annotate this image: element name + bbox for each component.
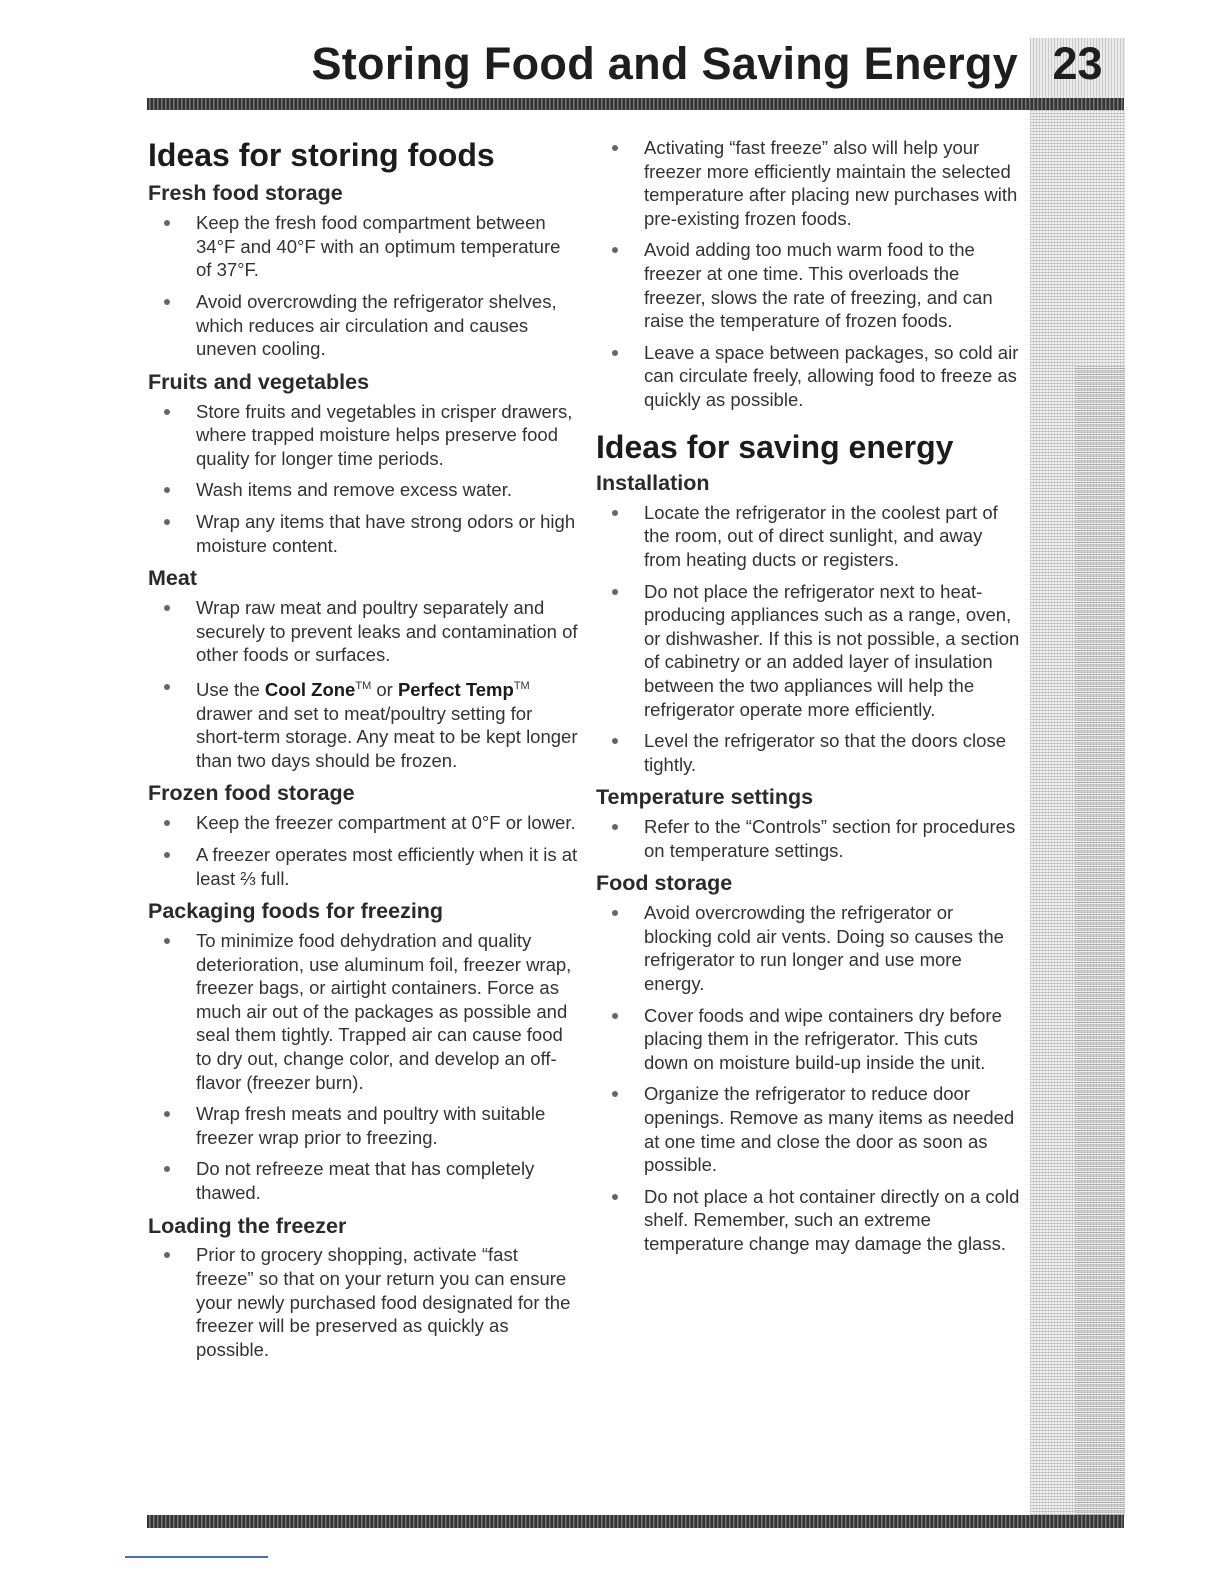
side-decor-band <box>1030 110 1125 1515</box>
page-title: Storing Food and Saving Energy <box>311 38 1018 89</box>
food-storage-list <box>596 901 1024 1255</box>
bullet-icon <box>164 852 170 858</box>
bullet-icon <box>612 1194 618 1200</box>
list-item <box>148 478 578 502</box>
bullet-icon <box>612 824 618 830</box>
list-item <box>596 580 1024 722</box>
list-item <box>148 1102 578 1149</box>
list-item-text: Level the refrigerator so that the doors close tightly. <box>644 730 1006 775</box>
list-item <box>596 901 1024 995</box>
bullet-icon <box>164 220 170 226</box>
list-item <box>148 211 578 282</box>
right-column <box>596 136 1024 1264</box>
fresh-food-list <box>148 211 578 361</box>
bullet-icon <box>612 589 618 595</box>
frozen-food-storage-title: Frozen food storage <box>148 781 355 806</box>
list-item-text: Wrap raw meat and poultry separately and securely to prevent leaks and contamination of other foods or surfaces. <box>196 597 578 666</box>
list-item <box>148 1157 578 1204</box>
bullet-icon <box>612 910 618 916</box>
list-item <box>596 341 1024 412</box>
packaging-foods-title: Packaging foods for freezing <box>148 899 444 924</box>
list-item-text: Wrap any items that have strong odors or high moisture content. <box>196 511 576 556</box>
perfect-temp-label: Perfect Temp <box>397 679 514 701</box>
list-item-text: Leave a space between packages, so cold air can circulate freely, allowing food to freeze as quickly as possible. <box>644 341 1019 410</box>
packaging-list <box>148 929 578 1205</box>
list-item <box>596 501 1024 572</box>
frozen-list <box>148 811 578 890</box>
left-column <box>148 136 578 1369</box>
bullet-icon <box>164 820 170 826</box>
bullet-icon <box>612 1013 618 1019</box>
list-item-text: Avoid overcrowding the refrigerator or blocking cold air vents. Doing so causes the refrigerator to run longer and use more energy. <box>644 902 1004 995</box>
installation-title: Installation <box>596 470 710 495</box>
loading-continued-list <box>596 136 1024 412</box>
fruits-list <box>148 400 578 558</box>
text-run: Use the <box>196 679 265 701</box>
saving-energy-heading: Ideas for saving energy <box>596 428 954 465</box>
list-item <box>596 1082 1024 1176</box>
top-rule <box>147 98 1124 110</box>
temperature-settings-title: Temperature settings <box>596 785 814 810</box>
list-item-text: Refer to the “Controls” section for procedures on temperature settings. <box>644 816 1016 861</box>
list-item <box>596 1185 1024 1256</box>
list-item-text: Keep the freezer compartment at 0°F or lower. <box>196 812 576 834</box>
trademark-mark: TM <box>513 679 530 692</box>
bullet-icon <box>164 409 170 415</box>
text-run: or <box>371 679 398 701</box>
bullet-icon <box>164 299 170 305</box>
bullet-icon <box>164 605 170 611</box>
bullet-icon <box>612 510 618 516</box>
footer-link-underline <box>125 1556 268 1558</box>
side-decor-inner <box>1075 365 1125 1515</box>
food-storage-title: Food storage <box>596 871 733 896</box>
list-item-text: Store fruits and vegetables in crisper drawers, where trapped moisture helps preserve food quality for longer time periods. <box>196 400 573 469</box>
bullet-icon <box>612 1091 618 1097</box>
bullet-icon <box>164 1111 170 1117</box>
bullet-icon <box>612 247 618 253</box>
bottom-rule <box>147 1515 1124 1528</box>
list-item-text: Keep the fresh food compartment between 34°F and 40°F with an optimum temperature of 37°F. <box>196 212 561 281</box>
list-item-text <box>196 679 578 771</box>
list-item <box>148 843 578 890</box>
list-item-text: Do not refreeze meat that has completely thawed. <box>196 1158 535 1203</box>
list-item <box>148 929 578 1094</box>
list-item <box>148 510 578 557</box>
fruits-vegetables-title: Fruits and vegetables <box>148 369 370 394</box>
list-item <box>148 811 578 835</box>
text-run: drawer and set to meat/poultry setting for short-term storage. Any meat to be kept longer than two days should be frozen. <box>196 702 578 771</box>
list-item-text: A freezer operates most efficiently when it is at least ⅔ full. <box>196 843 578 889</box>
bullet-icon <box>164 1252 170 1258</box>
list-item <box>596 238 1024 332</box>
bullet-icon <box>612 350 618 356</box>
loading-freezer-title: Loading the freezer <box>148 1213 347 1238</box>
list-item <box>148 290 578 361</box>
meat-list <box>148 596 578 772</box>
list-item-text: Wash items and remove excess water. <box>196 479 512 501</box>
bullet-icon <box>164 684 170 690</box>
list-item-text: Activating “fast freeze” also will help your freezer more efficiently maintain the selected temperature after placing new purchases with pre-existing frozen foods. <box>644 137 1018 229</box>
bullet-icon <box>164 1166 170 1172</box>
bullet-icon <box>164 487 170 493</box>
list-item-text: To minimize food dehydration and quality deterioration, use aluminum foil, freezer wrap, freezer bags, or airtight containers. Force as much air out of the packages as possible and seal them tightly. Trapped air can cause food to dry out, change color, and develop an off-flavor (freezer burn). <box>196 929 572 1093</box>
list-item <box>148 1243 578 1361</box>
bullet-icon <box>612 145 618 151</box>
list-item-text: Do not place the refrigerator next to heat-producing appliances such as a range, oven, or dishwasher. If this is not possible, a section of cabinetry or an added layer of insulation between the two appliances will help the refrigerator operate more efficiently. <box>644 580 1020 720</box>
list-item <box>596 1004 1024 1075</box>
list-item-text: Cover foods and wipe containers dry before placing them in the refrigerator. This cuts down on moisture build-up inside the unit. <box>644 1004 1002 1073</box>
list-item-text: Prior to grocery shopping, activate “fast freeze” so that on your return you can ensure your newly purchased food designated for the freezer will be preserved as quickly as possible. <box>196 1244 571 1360</box>
cool-zone-label: Cool Zone <box>264 679 356 701</box>
list-item-text: Avoid adding too much warm food to the freezer at one time. This overloads the freezer, slows the rate of freezing, and can raise the temperature of frozen foods. <box>644 239 993 332</box>
loading-list <box>148 1243 578 1361</box>
list-item-text: Do not place a hot container directly on a cold shelf. Remember, such an extreme temperature change may damage the glass. <box>644 1185 1020 1254</box>
storing-foods-heading: Ideas for storing foods <box>148 137 495 173</box>
bullet-icon <box>164 938 170 944</box>
meat-title: Meat <box>148 566 197 591</box>
list-item <box>148 400 578 471</box>
list-item-text: Wrap fresh meats and poultry with suitable freezer wrap prior to freezing. <box>196 1103 546 1148</box>
list-item-text: Organize the refrigerator to reduce door openings. Remove as many items as needed at one time and close the door as soon as possible. <box>644 1083 1015 1176</box>
installation-list <box>596 501 1024 777</box>
bullet-icon <box>612 738 618 744</box>
bullet-icon <box>164 519 170 525</box>
list-item <box>148 675 578 773</box>
fresh-food-storage-title: Fresh food storage <box>148 181 343 206</box>
list-item <box>148 596 578 667</box>
temperature-list <box>596 815 1024 862</box>
list-item-text: Locate the refrigerator in the coolest part of the room, out of direct sunlight, and away from heating ducts or registers. <box>644 501 998 570</box>
list-item-text: Avoid overcrowding the refrigerator shelves, which reduces air circulation and causes uneven cooling. <box>196 291 557 360</box>
trademark-mark: TM <box>355 679 372 692</box>
page-number: 23 <box>1030 38 1125 98</box>
list-item <box>596 729 1024 776</box>
list-item <box>596 815 1024 862</box>
list-item <box>596 136 1024 230</box>
